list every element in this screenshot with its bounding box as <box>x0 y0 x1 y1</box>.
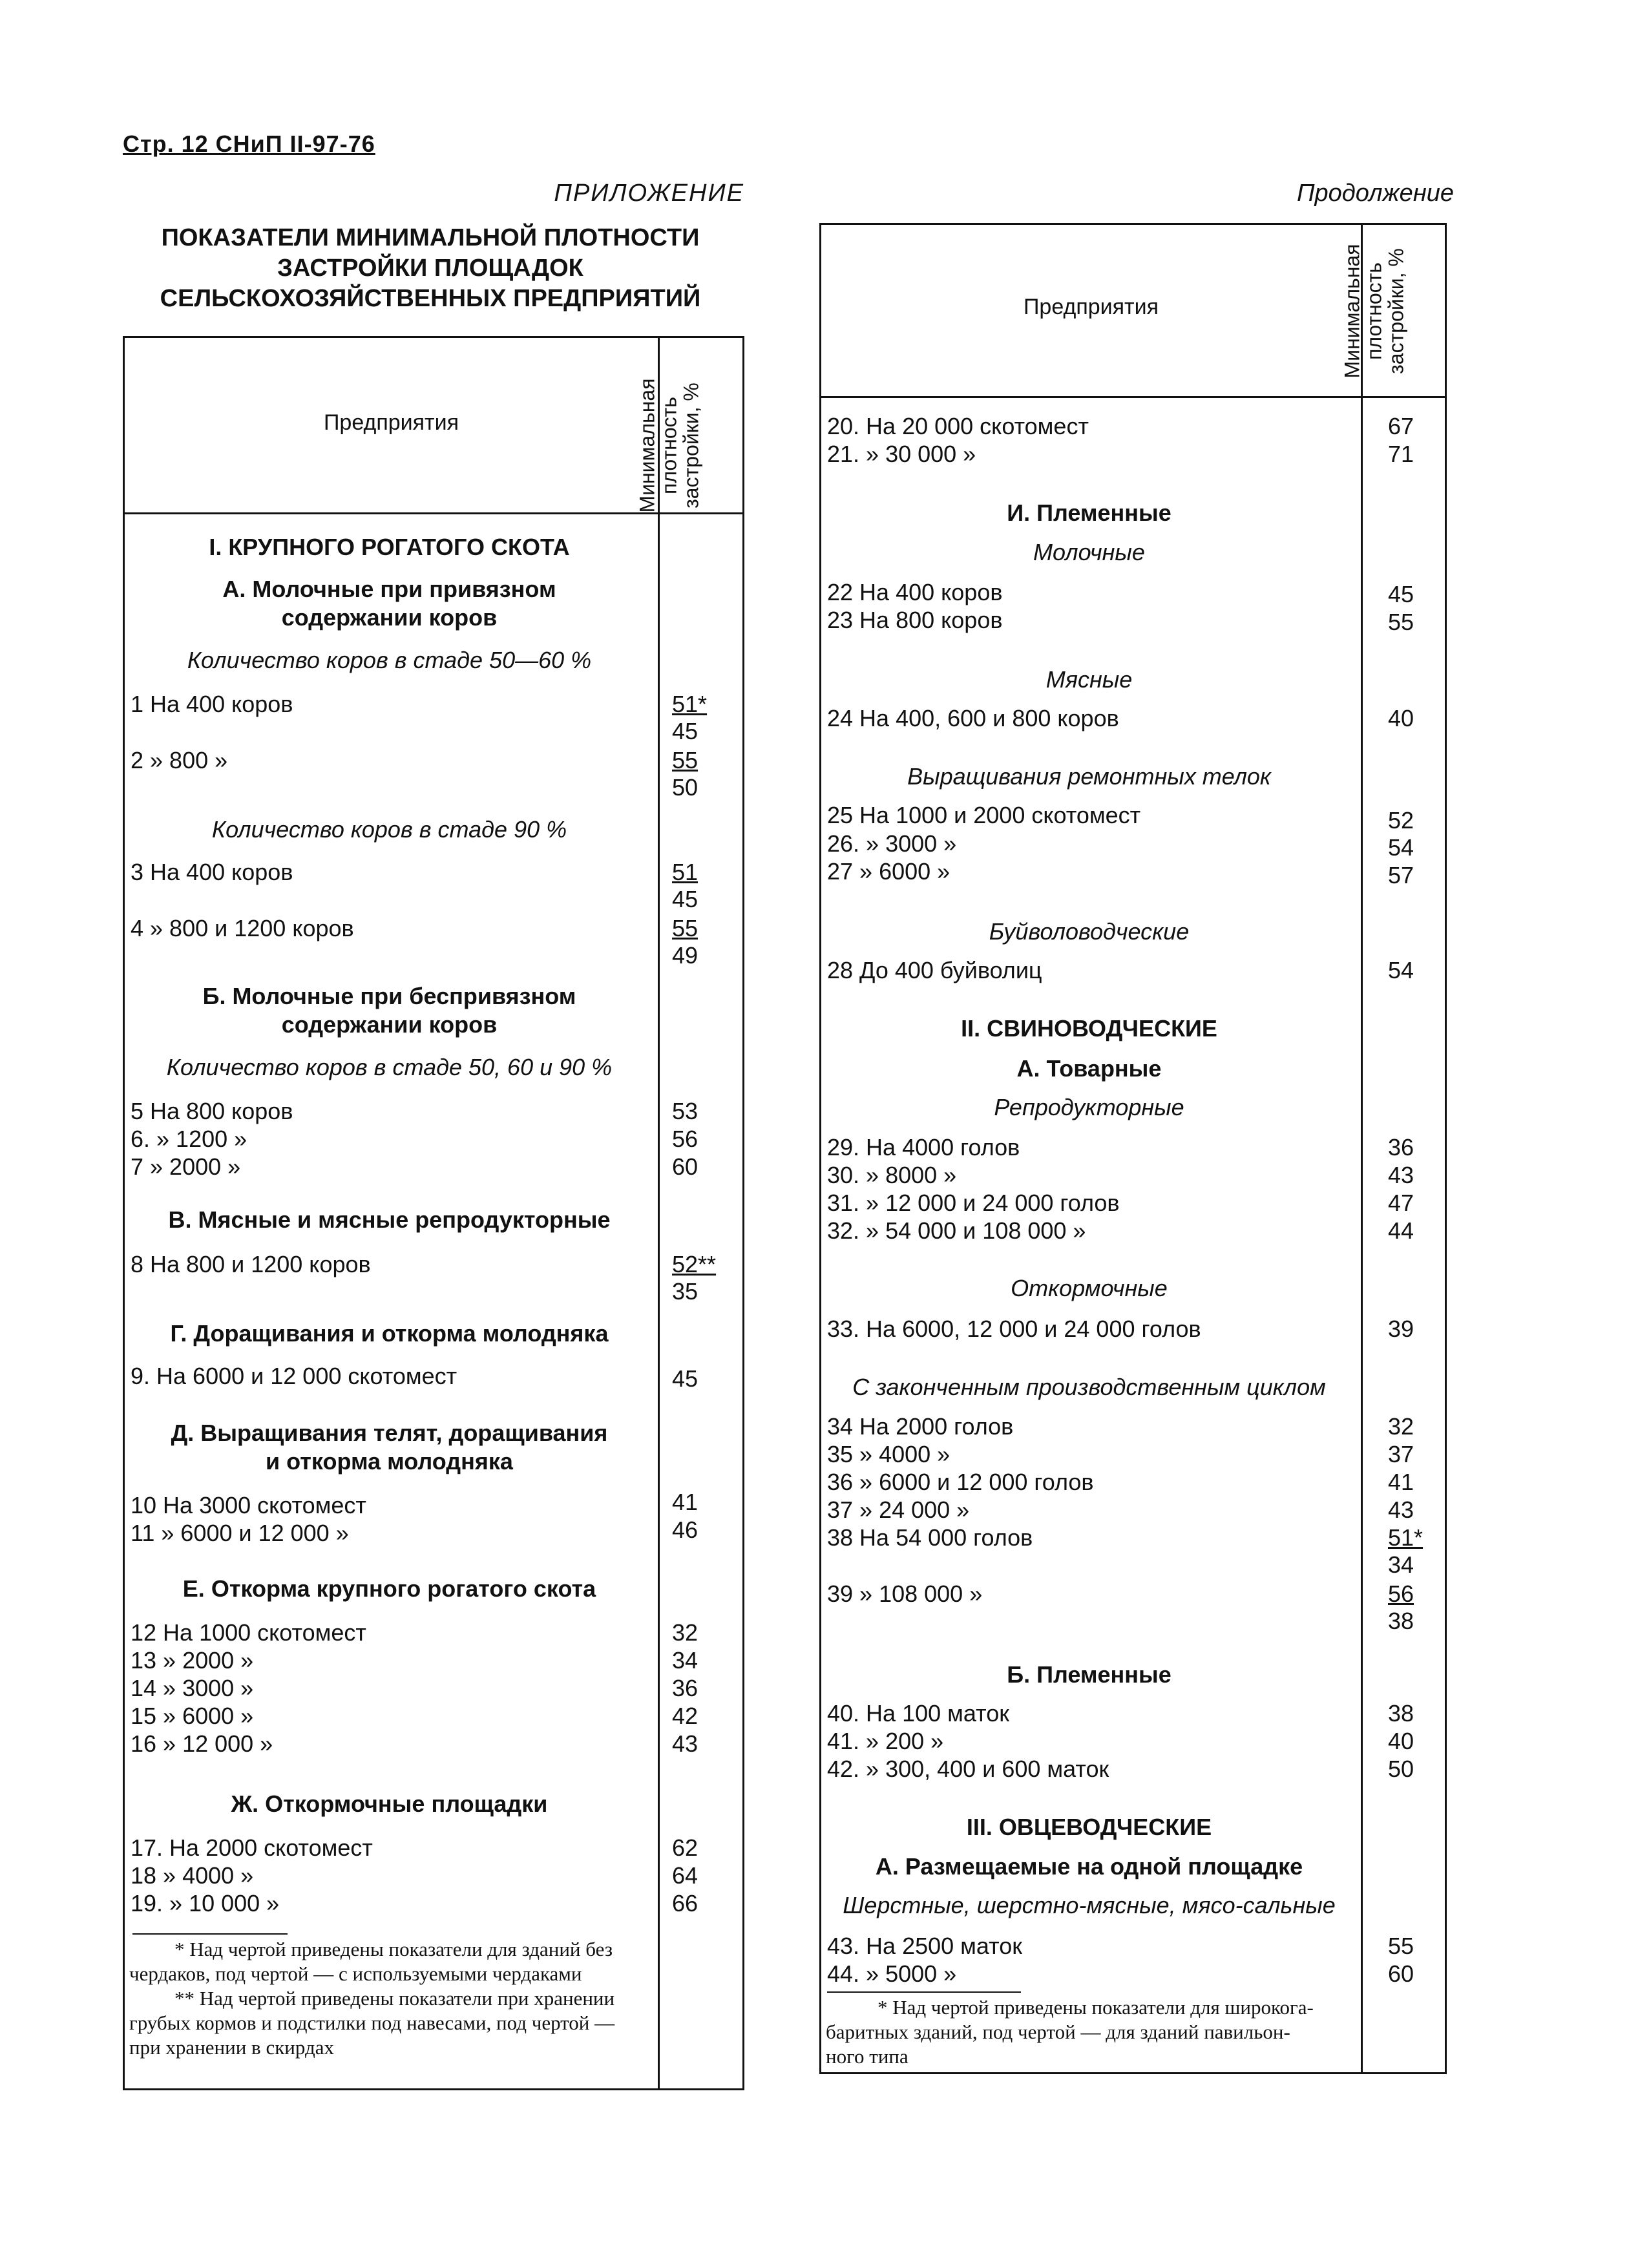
table-row-label: 1 На 400 коров <box>131 691 293 717</box>
group-heading: Количество коров в стаде 50—60 % <box>187 647 592 673</box>
table-row-value: 46 <box>672 1517 698 1543</box>
value-below-line: 34 <box>1388 1551 1414 1578</box>
group-heading: Откормочные <box>1011 1275 1168 1301</box>
table-row-label: 27 » 6000 » <box>827 858 951 885</box>
group-heading: С законченным производственным циклом <box>852 1374 1326 1400</box>
table-row-label: 19. » 10 000 » <box>131 1890 280 1916</box>
table-row-label: 25 На 1000 и 2000 скотомест <box>827 802 1141 828</box>
table-row-label: 37 » 24 000 » <box>827 1496 970 1523</box>
table-row-label: 16 » 12 000 » <box>131 1730 273 1757</box>
table-row-value: 40 <box>1388 1728 1414 1754</box>
section-heading: I. КРУПНОГО РОГАТОГО СКОТА <box>209 534 570 560</box>
continuation-label: Продолжение <box>1297 180 1454 207</box>
value-above-line: 55 <box>672 915 698 941</box>
table-row-label: 34 На 2000 голов <box>827 1413 1014 1440</box>
table-row-value: 57 <box>1388 862 1414 888</box>
section-heading: III. ОВЦЕВОДЧЕСКИЕ <box>966 1814 1212 1840</box>
column-header-enterprise: Предприятия <box>323 410 459 435</box>
table-row-label: 33. На 6000, 12 000 и 24 000 голов <box>827 1316 1201 1342</box>
table-row-label: 40. На 100 маток <box>827 1700 1009 1727</box>
subsection-heading: В. Мясные и мясные репродукторные <box>168 1206 611 1233</box>
table-row-label: 43. На 2500 маток <box>827 1933 1022 1959</box>
subsection-heading: А. Товарные <box>1016 1055 1162 1082</box>
section-heading: II. СВИНОВОДЧЕСКИЕ <box>961 1015 1217 1042</box>
table-row-value: 67 <box>1388 413 1414 439</box>
table-row-value: 50 <box>1388 1756 1414 1782</box>
table-row-value: 36 <box>672 1675 698 1701</box>
table-row-label: 21. » 30 000 » <box>827 441 976 467</box>
table-row-label: 20. На 20 000 скотомест <box>827 413 1089 439</box>
subsection-heading: И. Племенные <box>1007 499 1171 526</box>
value-above-line: 51* <box>1388 1524 1423 1551</box>
table-row-value: 38 <box>1388 1700 1414 1727</box>
table-row-value: 43 <box>1388 1496 1414 1523</box>
table-row-value: 66 <box>672 1890 698 1916</box>
group-heading: Количество коров в стаде 50, 60 и 90 % <box>166 1054 613 1080</box>
table-row-value: 52 <box>1388 807 1414 834</box>
value-above-line: 56 <box>1388 1580 1414 1607</box>
value-below-line: 49 <box>672 942 698 969</box>
group-heading: Количество коров в стаде 90 % <box>211 816 567 843</box>
table-row-label: 3 На 400 коров <box>131 859 293 885</box>
table-row-value: 47 <box>1388 1190 1414 1216</box>
table-row-label: 7 » 2000 » <box>131 1153 241 1180</box>
table-row-value: 42 <box>672 1703 698 1729</box>
table-row-value: 43 <box>672 1730 698 1757</box>
table-row-value: 41 <box>672 1489 698 1515</box>
column-header-density: Минимальная плотность застройки, % <box>1340 244 1408 379</box>
table-row-value: 34 <box>672 1647 698 1674</box>
footnote: * Над чертой приведены показатели для зданий без чердаков, под чертой — с используемыми чердаками ** Над чертой приведены показатели при хранении грубых кормов и подстилки под навесами, под чертой — при хранении в скирдах <box>129 1938 615 2059</box>
table-row-value: 43 <box>1388 1162 1414 1188</box>
table-row-label: 42. » 300, 400 и 600 маток <box>827 1756 1109 1782</box>
table-row-label: 23 На 800 коров <box>827 607 1003 633</box>
table-row-value: 55 <box>1388 1933 1414 1959</box>
table-row-value: 45 <box>1388 581 1414 607</box>
table-row-label: 5 На 800 коров <box>131 1098 293 1124</box>
value-above-line: 51* <box>672 691 708 717</box>
table-row-label: 31. » 12 000 и 24 000 голов <box>827 1190 1120 1216</box>
table-row-label: 35 » 4000 » <box>827 1441 951 1467</box>
footnote: * Над чертой приведены показатели для широкога- баритных зданий, под чертой — для зданий павильон- ного типа <box>826 1996 1314 2068</box>
value-below-line: 35 <box>672 1278 698 1305</box>
table-row-value: 37 <box>1388 1441 1414 1467</box>
value-below-line: 45 <box>672 718 698 744</box>
table-row-label: 26. » 3000 » <box>827 830 957 857</box>
table-row-value: 71 <box>1388 441 1414 467</box>
page-header: Стр. 12 СНиП II-97-76 <box>123 131 375 157</box>
table-row-label: 12 На 1000 скотомест <box>131 1619 366 1646</box>
page-title: ПОКАЗАТЕЛИ МИНИМАЛЬНОЙ ПЛОТНОСТИ ЗАСТРОЙКИ ПЛОЩАДОК СЕЛЬСКОХОЗЯЙСТВЕННЫХ ПРЕДПРИЯТИЙ <box>160 224 701 312</box>
value-above-line: 51 <box>672 859 698 885</box>
table-row-value: 39 <box>1388 1316 1414 1342</box>
table-row-label: 30. » 8000 » <box>827 1162 957 1188</box>
table-row-label: 17. На 2000 скотомест <box>131 1834 373 1861</box>
table-row-label: 9. На 6000 и 12 000 скотомест <box>131 1363 457 1389</box>
subsection-heading: Б. Молочные при беспривязном содержании коров <box>202 983 576 1038</box>
value-below-line: 45 <box>672 886 698 912</box>
group-heading: Репродукторные <box>994 1094 1184 1120</box>
table-row-label: 4 » 800 и 1200 коров <box>131 915 354 941</box>
table-row-label: 39 » 108 000 » <box>827 1580 983 1607</box>
table-row-value: 32 <box>1388 1413 1414 1440</box>
table-row-value: 60 <box>672 1153 698 1180</box>
table-row-label: 29. На 4000 голов <box>827 1134 1020 1160</box>
value-below-line: 50 <box>672 774 698 801</box>
table-row-label: 11 » 6000 и 12 000 » <box>131 1520 349 1546</box>
table-row-label: 6. » 1200 » <box>131 1126 247 1152</box>
table-row-label: 2 » 800 » <box>131 747 228 773</box>
table-row-label: 38 На 54 000 голов <box>827 1524 1033 1551</box>
subsection-heading: Б. Племенные <box>1007 1661 1171 1688</box>
column-header-enterprise: Предприятия <box>1023 295 1159 319</box>
table-row-value: 54 <box>1388 957 1414 983</box>
table-row-label: 14 » 3000 » <box>131 1675 254 1701</box>
table-row-label: 22 На 400 коров <box>827 579 1003 605</box>
table-row-value: 55 <box>1388 609 1414 635</box>
table-row-value: 41 <box>1388 1469 1414 1495</box>
table-row-label: 13 » 2000 » <box>131 1647 254 1674</box>
table-row-value: 32 <box>672 1619 698 1646</box>
subsection-heading: Ж. Откормочные площадки <box>231 1790 548 1817</box>
table-row-label: 15 » 6000 » <box>131 1703 254 1729</box>
value-above-line: 52** <box>672 1251 717 1277</box>
subsection-heading: Д. Выращивания телят, доращивания и откорма молодняка <box>171 1420 608 1475</box>
table-row-value: 60 <box>1388 1960 1414 1987</box>
group-heading: Буйволоводческие <box>989 918 1190 945</box>
table-row-value: 56 <box>672 1126 698 1152</box>
table-row-label: 44. » 5000 » <box>827 1960 957 1987</box>
table-row-label: 36 » 6000 и 12 000 голов <box>827 1469 1094 1495</box>
subsection-heading: Е. Откорма крупного рогатого скота <box>182 1575 596 1602</box>
column-header-density: Минимальная плотность застройки, % <box>635 378 703 513</box>
group-heading: Шерстные, шерстно-мясные, мясо-сальные <box>843 1892 1336 1918</box>
table-row-label: 8 На 800 и 1200 коров <box>131 1251 371 1277</box>
table-row-value: 62 <box>672 1834 698 1861</box>
group-heading: Молочные <box>1033 539 1145 565</box>
table-row-value: 36 <box>1388 1134 1414 1160</box>
table-row-value: 45 <box>672 1365 698 1392</box>
table-row-label: 32. » 54 000 и 108 000 » <box>827 1217 1086 1244</box>
table-row-label: 28 До 400 буйволиц <box>827 957 1042 983</box>
table-row-label: 24 На 400, 600 и 800 коров <box>827 705 1119 731</box>
subsection-heading: А. Молочные при привязном содержании коров <box>222 576 556 631</box>
table-row-value: 64 <box>672 1862 698 1889</box>
group-heading: Выращивания ремонтных телок <box>907 763 1271 790</box>
value-below-line: 38 <box>1388 1608 1414 1634</box>
subsection-heading: А. Размещаемые на одной площадке <box>875 1853 1303 1880</box>
appendix-label: ПРИЛОЖЕНИЕ <box>554 180 744 207</box>
table-row-value: 54 <box>1388 834 1414 861</box>
table-row-value: 44 <box>1388 1217 1414 1244</box>
value-above-line: 55 <box>672 747 698 773</box>
table-row-label: 10 На 3000 скотомест <box>131 1492 366 1518</box>
table-row-label: 18 » 4000 » <box>131 1862 254 1889</box>
table-row-value: 40 <box>1388 705 1414 731</box>
subsection-heading: Г. Доращивания и откорма молодняка <box>170 1320 609 1347</box>
table-row-label: 41. » 200 » <box>827 1728 944 1754</box>
table-row-value: 53 <box>672 1098 698 1124</box>
group-heading: Мясные <box>1045 666 1133 693</box>
